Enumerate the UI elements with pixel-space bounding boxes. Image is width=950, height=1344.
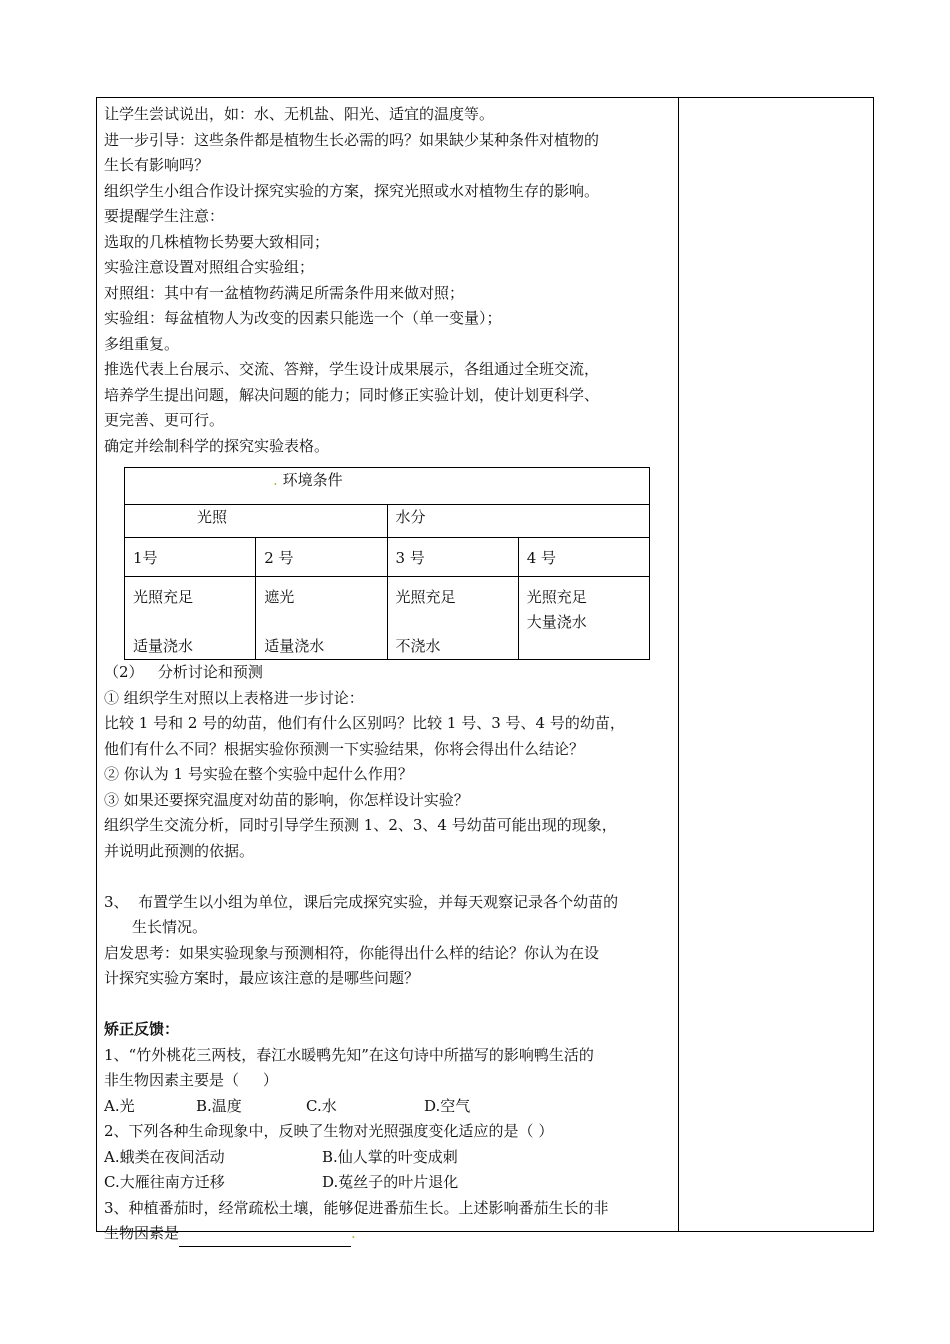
condition-text: 光照充足 (526, 588, 587, 606)
number-cell (387, 538, 518, 577)
option: B.温度 (196, 1096, 242, 1115)
experiment-table (124, 467, 650, 660)
number-cell (125, 538, 256, 577)
analysis-heading: （2） 分析讨论和预测 (104, 663, 263, 681)
question-1-cont: 非生物因素主要是（ ） (104, 1071, 278, 1089)
dot-mark: . (273, 471, 278, 489)
dot-mark: . (351, 1224, 356, 1242)
think-line: 启发思考：如果实验现象与预测相符，你能得出什么样的结论？你认为在设 (104, 943, 600, 962)
condition-text: 光照充足 (133, 588, 194, 606)
analysis-line: ③ 如果还要探究温度对幼苗的影响，你怎样设计实验？ (104, 790, 469, 809)
condition-text: 不浇水 (395, 637, 441, 655)
option: B.仙人掌的叶变成刺 (322, 1147, 458, 1166)
analysis-line: 并说明此预测的依据。 (104, 841, 255, 860)
option: A.光 (104, 1096, 135, 1115)
think-line: 计探究实验方案时，最应该注意的是哪些问题？ (104, 969, 420, 987)
paragraph: 选取的几株植物长势要大致相同； (104, 232, 330, 251)
question-1-options (104, 1094, 674, 1120)
number-label: 4 号 (526, 549, 557, 567)
category-cell-water (387, 505, 650, 538)
condition-text: 适量浇水 (264, 637, 325, 655)
condition-text: 大量浇水 (526, 613, 587, 631)
table-title: 环境条件 (282, 471, 343, 489)
condition-text: 光照充足 (395, 588, 456, 606)
number-label: 1号 (133, 549, 158, 567)
question-1: 1、“竹外桃花三两枝，春江水暖鸭先知”在这句诗中所描写的影响鸭生活的 (104, 1045, 594, 1064)
question-3: 3、种植番茄时，经常疏松土壤，能够促进番茄生长。上述影响番茄生长的非 (104, 1198, 609, 1217)
category-label: 光照 (197, 508, 228, 526)
condition-cell (387, 577, 518, 660)
paragraph: 让学生尝试说出，如：水、无机盐、阳光、适宜的温度等。 (104, 105, 495, 123)
paragraph: 实验注意设置对照组合实验组； (104, 258, 315, 276)
paragraph: 要提醒学生注意： (104, 207, 225, 225)
analysis-line: ① 组织学生对照以上表格进一步讨论： (104, 688, 364, 707)
option: D.空气 (424, 1096, 471, 1115)
assignment-line: 3、 布置学生以小组为单位，课后完成探究实验，并每天观察记录各个幼苗的 (104, 892, 619, 911)
paragraph: 生长有影响吗？ (104, 156, 210, 174)
condition-text: 遮光 (264, 588, 295, 606)
feedback-heading: 矫正反馈： (104, 1020, 180, 1038)
question-2-options (104, 1145, 674, 1171)
analysis-line: ② 你认为 1 号实验在整个实验中起什么作用？ (104, 765, 413, 783)
option: C.水 (306, 1096, 337, 1115)
analysis-line: 他们有什么不同？根据实验你预测一下实验结果，你将会得出什么结论？ (104, 739, 585, 758)
number-cell (518, 538, 649, 577)
assignment-line: 生长情况。 (132, 918, 208, 936)
table-title-cell (125, 468, 650, 505)
paragraph: 对照组：其中有一盆植物药满足所需条件用来做对照； (104, 283, 465, 302)
question-2: 2、下列各种生命现象中，反映了生物对光照强度变化适应的是（ ） (104, 1122, 554, 1140)
paragraph: 培养学生提出问题，解决问题的能力；同时修正实验计划，使计划更科学、 (104, 385, 600, 404)
category-cell-light (125, 505, 388, 538)
question-3-text: 生物因素是 (104, 1224, 180, 1242)
paragraph: 实验组：每盆植物人为改变的因素只能选一个（单一变量）； (104, 309, 502, 327)
paragraph: 多组重复。 (104, 334, 180, 353)
number-cell (256, 538, 387, 577)
condition-cell (125, 577, 256, 660)
question-2-options (104, 1170, 674, 1196)
option: C.大雁往南方迁移 (104, 1173, 225, 1191)
paragraph: 推选代表上台展示、交流、答辩，学生设计成果展示，各组通过全班交流， (104, 360, 600, 378)
question-3-cont (104, 1221, 674, 1247)
condition-cell (518, 577, 649, 660)
option: D.菟丝子的叶片退化 (322, 1173, 459, 1191)
analysis-line: 比较 1 号和 2 号的幼苗，他们有什么区别吗？比较 1 号、3 号、4 号的幼苗， (104, 714, 625, 732)
condition-text: 适量浇水 (133, 637, 194, 655)
category-label: 水分 (395, 508, 426, 526)
analysis-line: 组织学生交流分析，同时引导学生预测 1、2、3、4 号幼苗可能出现的现象， (104, 816, 617, 834)
condition-cell (256, 577, 387, 660)
paragraph: 确定并绘制科学的探究实验表格。 (104, 436, 330, 455)
paragraph: 更完善、更可行。 (104, 411, 225, 429)
number-label: 3 号 (395, 549, 425, 567)
paragraph: 组织学生小组合作设计探究实验的方案，探究光照或水对植物生存的影响。 (104, 181, 600, 200)
column-divider (678, 97, 679, 1232)
option: A.蛾类在夜间活动 (104, 1147, 225, 1166)
answer-blank[interactable] (179, 1228, 351, 1247)
paragraph: 进一步引导：这些条件都是植物生长必需的吗？如果缺少某种条件对植物的 (104, 130, 600, 149)
number-label: 2 号 (264, 549, 294, 567)
lesson-content (104, 102, 674, 1247)
